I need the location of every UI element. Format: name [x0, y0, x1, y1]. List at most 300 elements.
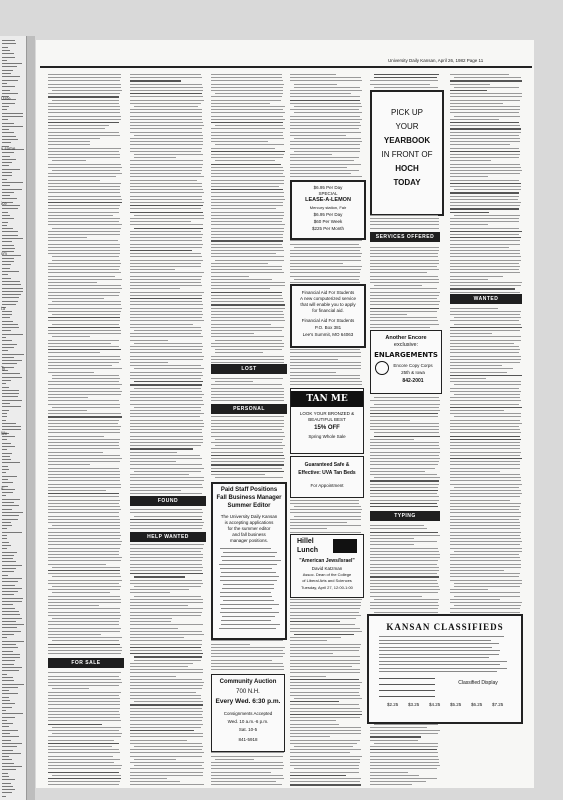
text-line [48, 295, 119, 296]
text-line [450, 474, 520, 475]
text-line [211, 420, 284, 421]
text-line [290, 100, 360, 101]
text-line [130, 484, 202, 485]
text-line [211, 356, 284, 357]
text-line [290, 759, 360, 760]
text-line [48, 128, 105, 129]
text-line [134, 228, 203, 229]
text-line [48, 304, 121, 305]
facing-page-line [2, 373, 20, 374]
text-line [450, 237, 521, 238]
text-line [48, 573, 120, 574]
text-line [130, 570, 202, 571]
text-line [48, 234, 120, 235]
form-field-line[interactable] [379, 684, 435, 685]
text-line [450, 212, 489, 213]
text-line [211, 164, 281, 165]
text-line [211, 775, 283, 776]
facing-page-line [2, 423, 16, 424]
text-line [450, 375, 522, 376]
facing-page-line [2, 136, 16, 137]
text-line [130, 743, 202, 744]
text-line [211, 138, 284, 139]
text-line [130, 413, 204, 414]
facing-page-line [2, 766, 22, 767]
text-line [48, 672, 121, 673]
facing-page-line [2, 495, 6, 496]
text-line [130, 727, 201, 728]
text-line [450, 84, 490, 85]
text-line [370, 288, 437, 289]
form-text-line [379, 657, 489, 658]
text-line [211, 474, 265, 475]
text-line [454, 77, 521, 78]
text-line [290, 669, 360, 670]
text-line [52, 592, 110, 593]
form-text-line [379, 664, 500, 665]
text-line [290, 730, 361, 731]
text-line [130, 714, 202, 715]
text-line [130, 311, 202, 312]
text-line [134, 330, 202, 331]
text-line [370, 458, 440, 459]
text-line [48, 288, 122, 289]
text-line [134, 215, 204, 216]
form-text-line [379, 643, 499, 644]
text-line [211, 784, 282, 785]
text-line [370, 605, 439, 606]
encore-enlargements-ad: Another Encore exclusive: ENLARGEMENTS Encore Copy Corps 25th & Iowa 842-2001 [370, 330, 442, 394]
text-line [290, 74, 336, 75]
text-line [130, 512, 203, 513]
text-line [48, 759, 120, 760]
text-line [48, 695, 119, 696]
text-line [450, 160, 491, 161]
text-line [290, 266, 362, 267]
facing-page-line [2, 76, 20, 77]
text-line [450, 100, 520, 101]
text-line [211, 106, 285, 107]
text-line [48, 164, 121, 165]
text-line [290, 509, 362, 510]
facing-page-line [2, 123, 14, 124]
text-line [211, 256, 284, 257]
text-line [52, 586, 121, 587]
text-line [450, 224, 488, 225]
facing-page-line [2, 449, 7, 450]
facing-page-line [2, 542, 9, 543]
text-line [294, 112, 362, 113]
facing-page-line [2, 393, 19, 394]
facing-page-line [2, 608, 15, 609]
text-line [48, 298, 104, 299]
text-line [130, 151, 201, 152]
text-line [370, 266, 437, 267]
facing-page-line [2, 406, 21, 407]
text-line [290, 148, 360, 149]
text-line [370, 464, 438, 465]
text-line [48, 711, 119, 712]
text-line [370, 292, 440, 293]
facing-page-line [2, 142, 11, 143]
text-line [374, 397, 439, 398]
text-line [130, 618, 172, 619]
text-line [130, 650, 202, 651]
text-line [290, 666, 352, 667]
text-line [370, 442, 439, 443]
text-line [370, 314, 407, 315]
paid-staff-ad: Paid Staff Positions Fall Business Manager Summer Editor The University Daily Kansan is accepting applications for the summer editor and fall business manager positions. [211, 482, 287, 640]
text-line [370, 762, 439, 763]
text-line [48, 650, 122, 651]
text-line [211, 458, 285, 459]
text-line [48, 346, 119, 347]
facing-page-line [2, 736, 19, 737]
text-line [130, 391, 202, 392]
text-line [48, 554, 119, 555]
facing-page-line [2, 581, 18, 582]
text-line [130, 279, 201, 280]
text-line [290, 77, 361, 78]
text-line [450, 372, 507, 373]
text-line [211, 400, 284, 401]
facing-page-line [2, 53, 14, 54]
text-line [370, 250, 439, 251]
text-line [290, 154, 332, 155]
text-line [130, 87, 203, 88]
text-line [130, 263, 201, 264]
facing-page-line [2, 660, 15, 661]
text-line [370, 775, 419, 776]
text-line [52, 733, 122, 734]
facing-page-line [2, 248, 15, 249]
text-line [130, 365, 201, 366]
text-line [130, 119, 202, 120]
facing-page-line [2, 403, 10, 404]
text-line [450, 522, 520, 523]
tan-me-ad: TAN ME LOOK YOUR BRONZED & BEAUTIFUL BEST 15% OFF Spring Whole Sale [290, 388, 364, 454]
facing-page-line [2, 73, 11, 74]
facing-page-line [2, 436, 15, 437]
text-line [450, 256, 521, 257]
facing-page-line [2, 713, 23, 714]
text-line [290, 756, 362, 757]
text-line [211, 132, 283, 133]
text-line [130, 276, 202, 277]
text-line [48, 564, 106, 565]
text-line [48, 224, 122, 225]
text-line [52, 301, 121, 302]
facing-page-line [2, 330, 11, 331]
text-line [48, 132, 119, 133]
text-line [52, 256, 119, 257]
facing-page-line [2, 459, 11, 460]
text-line [130, 669, 203, 670]
facing-page-line [2, 558, 13, 559]
text-line [290, 144, 360, 145]
text-line [134, 701, 203, 702]
text-line [48, 624, 119, 625]
text-line [450, 202, 521, 203]
text-line [48, 292, 120, 293]
text-line [130, 128, 202, 129]
text-line [450, 541, 522, 542]
text-line [130, 240, 202, 241]
text-line [130, 410, 201, 411]
form-field-line[interactable] [379, 678, 435, 679]
text-line [48, 714, 120, 715]
text-line [211, 663, 283, 664]
text-line [454, 487, 519, 488]
text-line [134, 368, 204, 369]
facing-page-line [2, 334, 23, 335]
text-line [48, 493, 119, 494]
text-line [130, 452, 177, 453]
text-line [290, 378, 360, 379]
text-line [211, 87, 283, 88]
text-line [450, 560, 521, 561]
facing-page-line [2, 614, 20, 615]
text-line [130, 93, 202, 94]
text-line [211, 333, 254, 334]
text-line [370, 573, 437, 574]
facing-page-line [2, 598, 23, 599]
form-field-line[interactable] [379, 696, 435, 697]
text-line [48, 772, 119, 773]
text-line [215, 260, 284, 261]
text-line [130, 397, 202, 398]
text-line [130, 631, 202, 632]
text-line [48, 615, 121, 616]
page-gutter [27, 36, 35, 800]
text-line [211, 311, 283, 312]
facing-page-line [2, 624, 24, 625]
text-line [211, 189, 283, 190]
text-line [450, 576, 519, 577]
text-line [130, 176, 204, 177]
text-line [48, 608, 120, 609]
text-line [134, 746, 203, 747]
facing-page-line [2, 773, 8, 774]
facing-page-line [2, 644, 16, 645]
text-line [211, 96, 282, 97]
form-field-line[interactable] [379, 690, 435, 691]
text-line [211, 781, 276, 782]
text-line [450, 429, 520, 430]
ad-body-line [219, 628, 275, 629]
text-line [290, 372, 336, 373]
text-line [454, 87, 519, 88]
text-line [130, 304, 203, 305]
text-line [130, 253, 201, 254]
text-line [290, 167, 347, 168]
text-line [290, 263, 343, 264]
text-line [48, 208, 119, 209]
text-line [130, 247, 202, 248]
text-line [370, 218, 439, 219]
text-line [374, 285, 422, 286]
facing-page-line [2, 238, 23, 239]
ad-body-line [220, 580, 277, 581]
text-line [130, 455, 200, 456]
facing-page-line [2, 159, 16, 160]
text-line [290, 116, 360, 117]
text-line [290, 733, 361, 734]
text-line [450, 183, 521, 184]
text-line [130, 474, 189, 475]
text-line [130, 653, 203, 654]
text-line [130, 212, 203, 213]
text-line [454, 384, 521, 385]
text-line [48, 781, 120, 782]
text-line [215, 349, 282, 350]
text-line [48, 637, 122, 638]
text-line [290, 356, 361, 357]
text-line [370, 506, 438, 507]
text-line [370, 84, 430, 85]
facing-page-line [2, 601, 22, 602]
text-line [48, 180, 100, 181]
text-line [370, 308, 439, 309]
text-line [450, 484, 522, 485]
text-line [290, 512, 361, 513]
facing-page-line [2, 776, 9, 777]
text-line [48, 327, 120, 328]
text-line [370, 768, 437, 769]
text-line [290, 660, 360, 661]
text-line [130, 141, 203, 142]
text-line [52, 378, 120, 379]
facing-page-line [2, 113, 23, 114]
form-text-line [379, 636, 504, 637]
text-line [130, 103, 201, 104]
text-line [48, 442, 119, 443]
text-line [211, 308, 285, 309]
text-line [48, 167, 122, 168]
text-line [290, 122, 360, 123]
facing-page-line [2, 759, 12, 760]
text-line [130, 663, 193, 664]
text-line [211, 768, 283, 769]
text-line [454, 215, 520, 216]
text-line [211, 170, 284, 171]
text-line [130, 148, 202, 149]
text-line [48, 157, 120, 158]
section-wanted: WANTED [450, 294, 522, 304]
facing-page-line [2, 126, 23, 127]
text-line [450, 532, 521, 533]
text-line [370, 317, 437, 318]
facing-page-line [2, 789, 15, 790]
text-line [450, 580, 522, 581]
facing-page-line [2, 327, 19, 328]
text-line [450, 368, 513, 369]
text-line [48, 698, 120, 699]
text-line [450, 164, 520, 165]
text-line [130, 480, 204, 481]
text-line [48, 93, 120, 94]
text-line [211, 176, 285, 177]
form-text-line [379, 650, 500, 651]
text-line [454, 324, 521, 325]
text-line [130, 468, 204, 469]
text-line [211, 196, 284, 197]
text-line [48, 311, 121, 312]
text-line [48, 548, 120, 549]
text-line [211, 669, 284, 670]
text-line [450, 480, 521, 481]
text-line [130, 346, 203, 347]
text-line [454, 394, 520, 395]
text-line [211, 109, 283, 110]
text-line [370, 554, 440, 555]
text-line [211, 202, 283, 203]
text-line [450, 391, 521, 392]
text-line [134, 135, 203, 136]
facing-page-line [2, 710, 6, 711]
text-line [130, 717, 203, 718]
text-line [370, 269, 439, 270]
text-line [48, 420, 119, 421]
text-line [130, 720, 202, 721]
text-line [130, 295, 202, 296]
text-line [48, 436, 104, 437]
facing-page-line [2, 103, 15, 104]
text-line [134, 596, 201, 597]
text-line [130, 487, 203, 488]
financial-aid-ad: Financial Aid For Students A new computerized service that will enable you to apply for financial aid. Financial Aid For Students P.O. Box 381 Lee's Summit, MO 64063 [290, 284, 366, 348]
text-line [130, 698, 201, 699]
text-line [211, 212, 284, 213]
text-line [48, 535, 121, 536]
text-line [211, 128, 285, 129]
facing-page-line [2, 218, 14, 219]
text-line [48, 423, 118, 424]
text-line [450, 330, 520, 331]
text-line [211, 653, 285, 654]
text-line [211, 247, 283, 248]
text-line [48, 746, 112, 747]
section-found: FOUND [130, 496, 206, 506]
text-line [211, 183, 284, 184]
text-line [48, 112, 120, 113]
text-line [48, 74, 121, 75]
text-line [290, 500, 359, 501]
text-line [130, 640, 202, 641]
text-line [211, 180, 284, 181]
text-line [130, 196, 202, 197]
text-line [130, 733, 203, 734]
text-line [294, 138, 361, 139]
facing-page-line [2, 571, 14, 572]
facing-page-line [2, 591, 18, 592]
text-line [48, 448, 120, 449]
text-line [290, 160, 354, 161]
facing-page-line [2, 410, 9, 411]
text-line [290, 96, 360, 97]
text-line [450, 439, 521, 440]
text-line [130, 324, 193, 325]
text-line [211, 154, 284, 155]
facing-page-line [2, 304, 16, 305]
facing-page-line [2, 621, 16, 622]
text-line [290, 663, 360, 664]
text-line [290, 253, 362, 254]
text-line [211, 253, 276, 254]
text-line [211, 276, 249, 277]
text-line [294, 84, 337, 85]
text-line [130, 208, 201, 209]
